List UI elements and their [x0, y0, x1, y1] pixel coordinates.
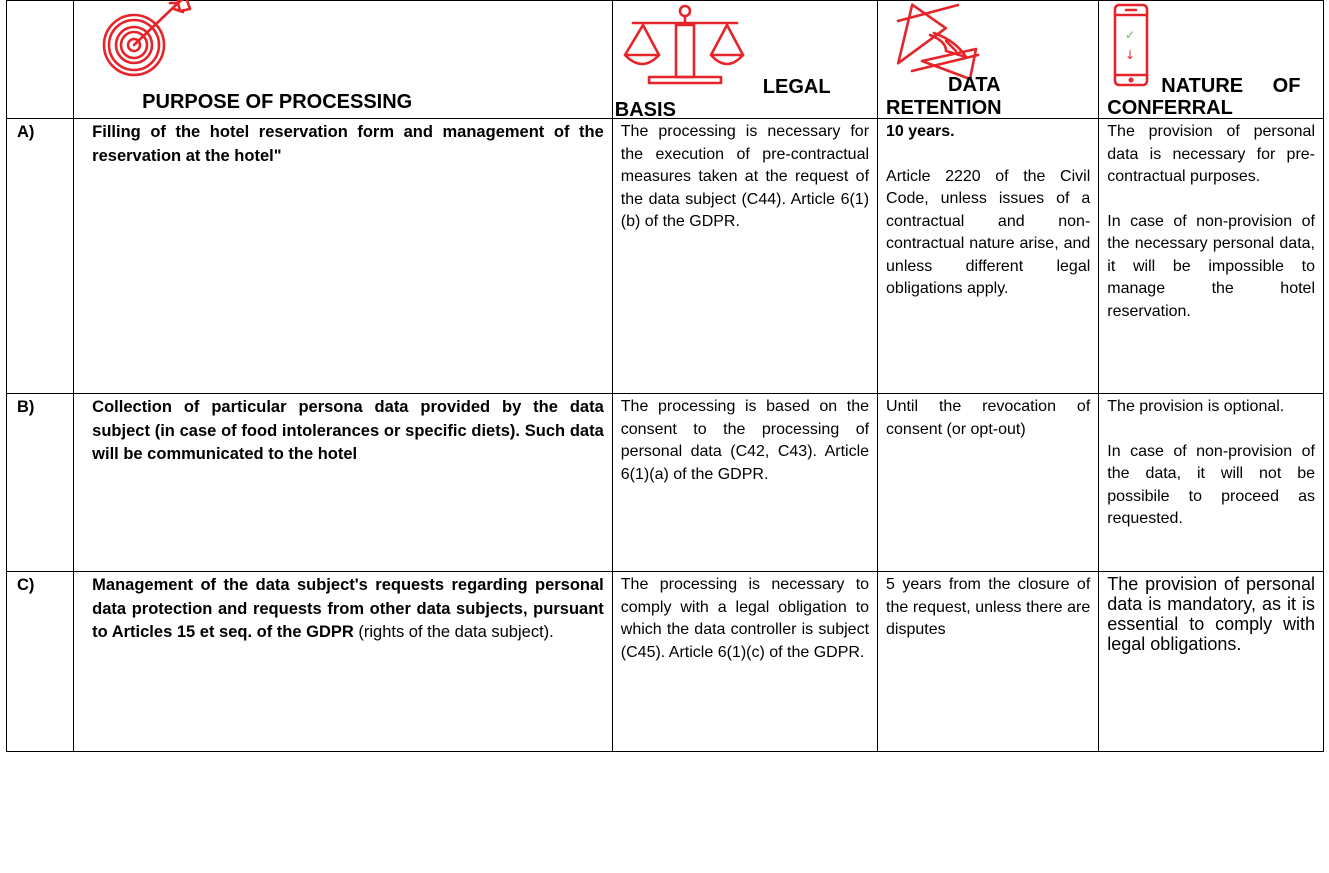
retention-cell: [878, 572, 1099, 752]
header-conferral-2: CONFERRAL: [1107, 97, 1233, 119]
conferral-text: The provision of personal data is necessary for pre-contractual purposes.: [1107, 123, 1315, 185]
purpose-cell: [74, 572, 613, 752]
row-letter: C): [7, 572, 74, 752]
conferral-consequence: In case of non-provision of the necessary personal data, it will be impossible to manage the hotel reservation.: [1107, 212, 1315, 320]
purpose-text: Collection of particular persona data provided by the data subject (in case of food intolerances or specific diets). Such data will be communicated to the hotel: [92, 398, 604, 463]
header-purpose: PURPOSE OF PROCESSING: [142, 91, 413, 113]
header-conferral-cell: [1099, 1, 1324, 119]
conferral-consequence: In case of non-provision of the data, it will not be possibile to proceed as requested.: [1107, 442, 1315, 527]
svg-text:↓: ↓: [1125, 48, 1136, 62]
retention-cell: [878, 394, 1099, 572]
row-letter: A): [7, 119, 74, 394]
conferral-cell: [1099, 572, 1324, 752]
purpose-cell: [74, 119, 613, 394]
header-retention-1: DATA: [948, 74, 1001, 96]
gdpr-processing-table: [6, 0, 1324, 752]
scales-icon: [619, 1, 754, 89]
header-retention-cell: [878, 1, 1099, 119]
header-conferral-1: NATURE OF: [1161, 75, 1301, 97]
header-letter-cell: [7, 1, 74, 119]
row-letter: B): [7, 394, 74, 572]
header-row: [7, 1, 1324, 119]
header-legal-1: LEGAL: [762, 76, 831, 98]
retention-title: 10 years.: [886, 123, 955, 140]
purpose-note: (rights of the data subject).: [353, 623, 554, 641]
conferral-text: The provision of personal data is mandatory, as it is essential to comply with legal obligations.: [1107, 574, 1315, 654]
header-legal-cell: [612, 1, 877, 119]
legal-basis-cell: [612, 119, 877, 394]
retention-text: Article 2220 of the Civil Code, unless issues of a contractual and non-contractual nature arise, and unless different legal obligations apply.: [886, 167, 1091, 297]
purpose-text: Management of the data subject's requests regarding personal data protection and requests from other data subjects, pursuant to Articles 15 et seq. of the GDPR: [92, 576, 604, 641]
retention-text: Until the revocation of consent (or opt-out): [886, 398, 1091, 438]
conferral-text: The provision is optional.: [1107, 398, 1285, 415]
legal-basis-article: Article 6(1)(c) of the GDPR.: [668, 643, 865, 661]
legal-basis-text: The processing is necessary to comply with a legal obligation to which the data controller is subject (C45).: [620, 576, 870, 661]
legal-basis-cell: [612, 394, 877, 572]
legal-basis-text: The processing is necessary for the execution of pre-contractual measures taken at the request of the data subject (C44). Article 6(1)(b) of the GDPR.: [620, 123, 870, 230]
table-row: [7, 394, 1324, 572]
conferral-cell: [1099, 119, 1324, 394]
purpose-text: Filling of the hotel reservation form and management of the reservation at the hotel": [92, 123, 604, 165]
table-row: [7, 572, 1324, 752]
purpose-cell: [74, 394, 613, 572]
legal-basis-cell: [612, 572, 877, 752]
svg-text:✓: ✓: [1125, 28, 1136, 42]
retention-cell: [878, 119, 1099, 394]
target-icon: [86, 0, 204, 79]
header-purpose-cell: [74, 1, 613, 119]
header-legal-2: BASIS: [614, 99, 676, 121]
table-row: [7, 119, 1324, 394]
header-retention-2: RETENTION: [886, 97, 1002, 119]
legal-basis-text: The processing is based on the consent to the processing of personal data (C42, C43). Article 6(1)(a) of the GDPR.: [620, 398, 870, 483]
retention-text: 5 years from the closure of the request, unless there are disputes: [886, 576, 1091, 638]
smartphone-icon: [1111, 1, 1151, 91]
conferral-cell: [1099, 394, 1324, 572]
